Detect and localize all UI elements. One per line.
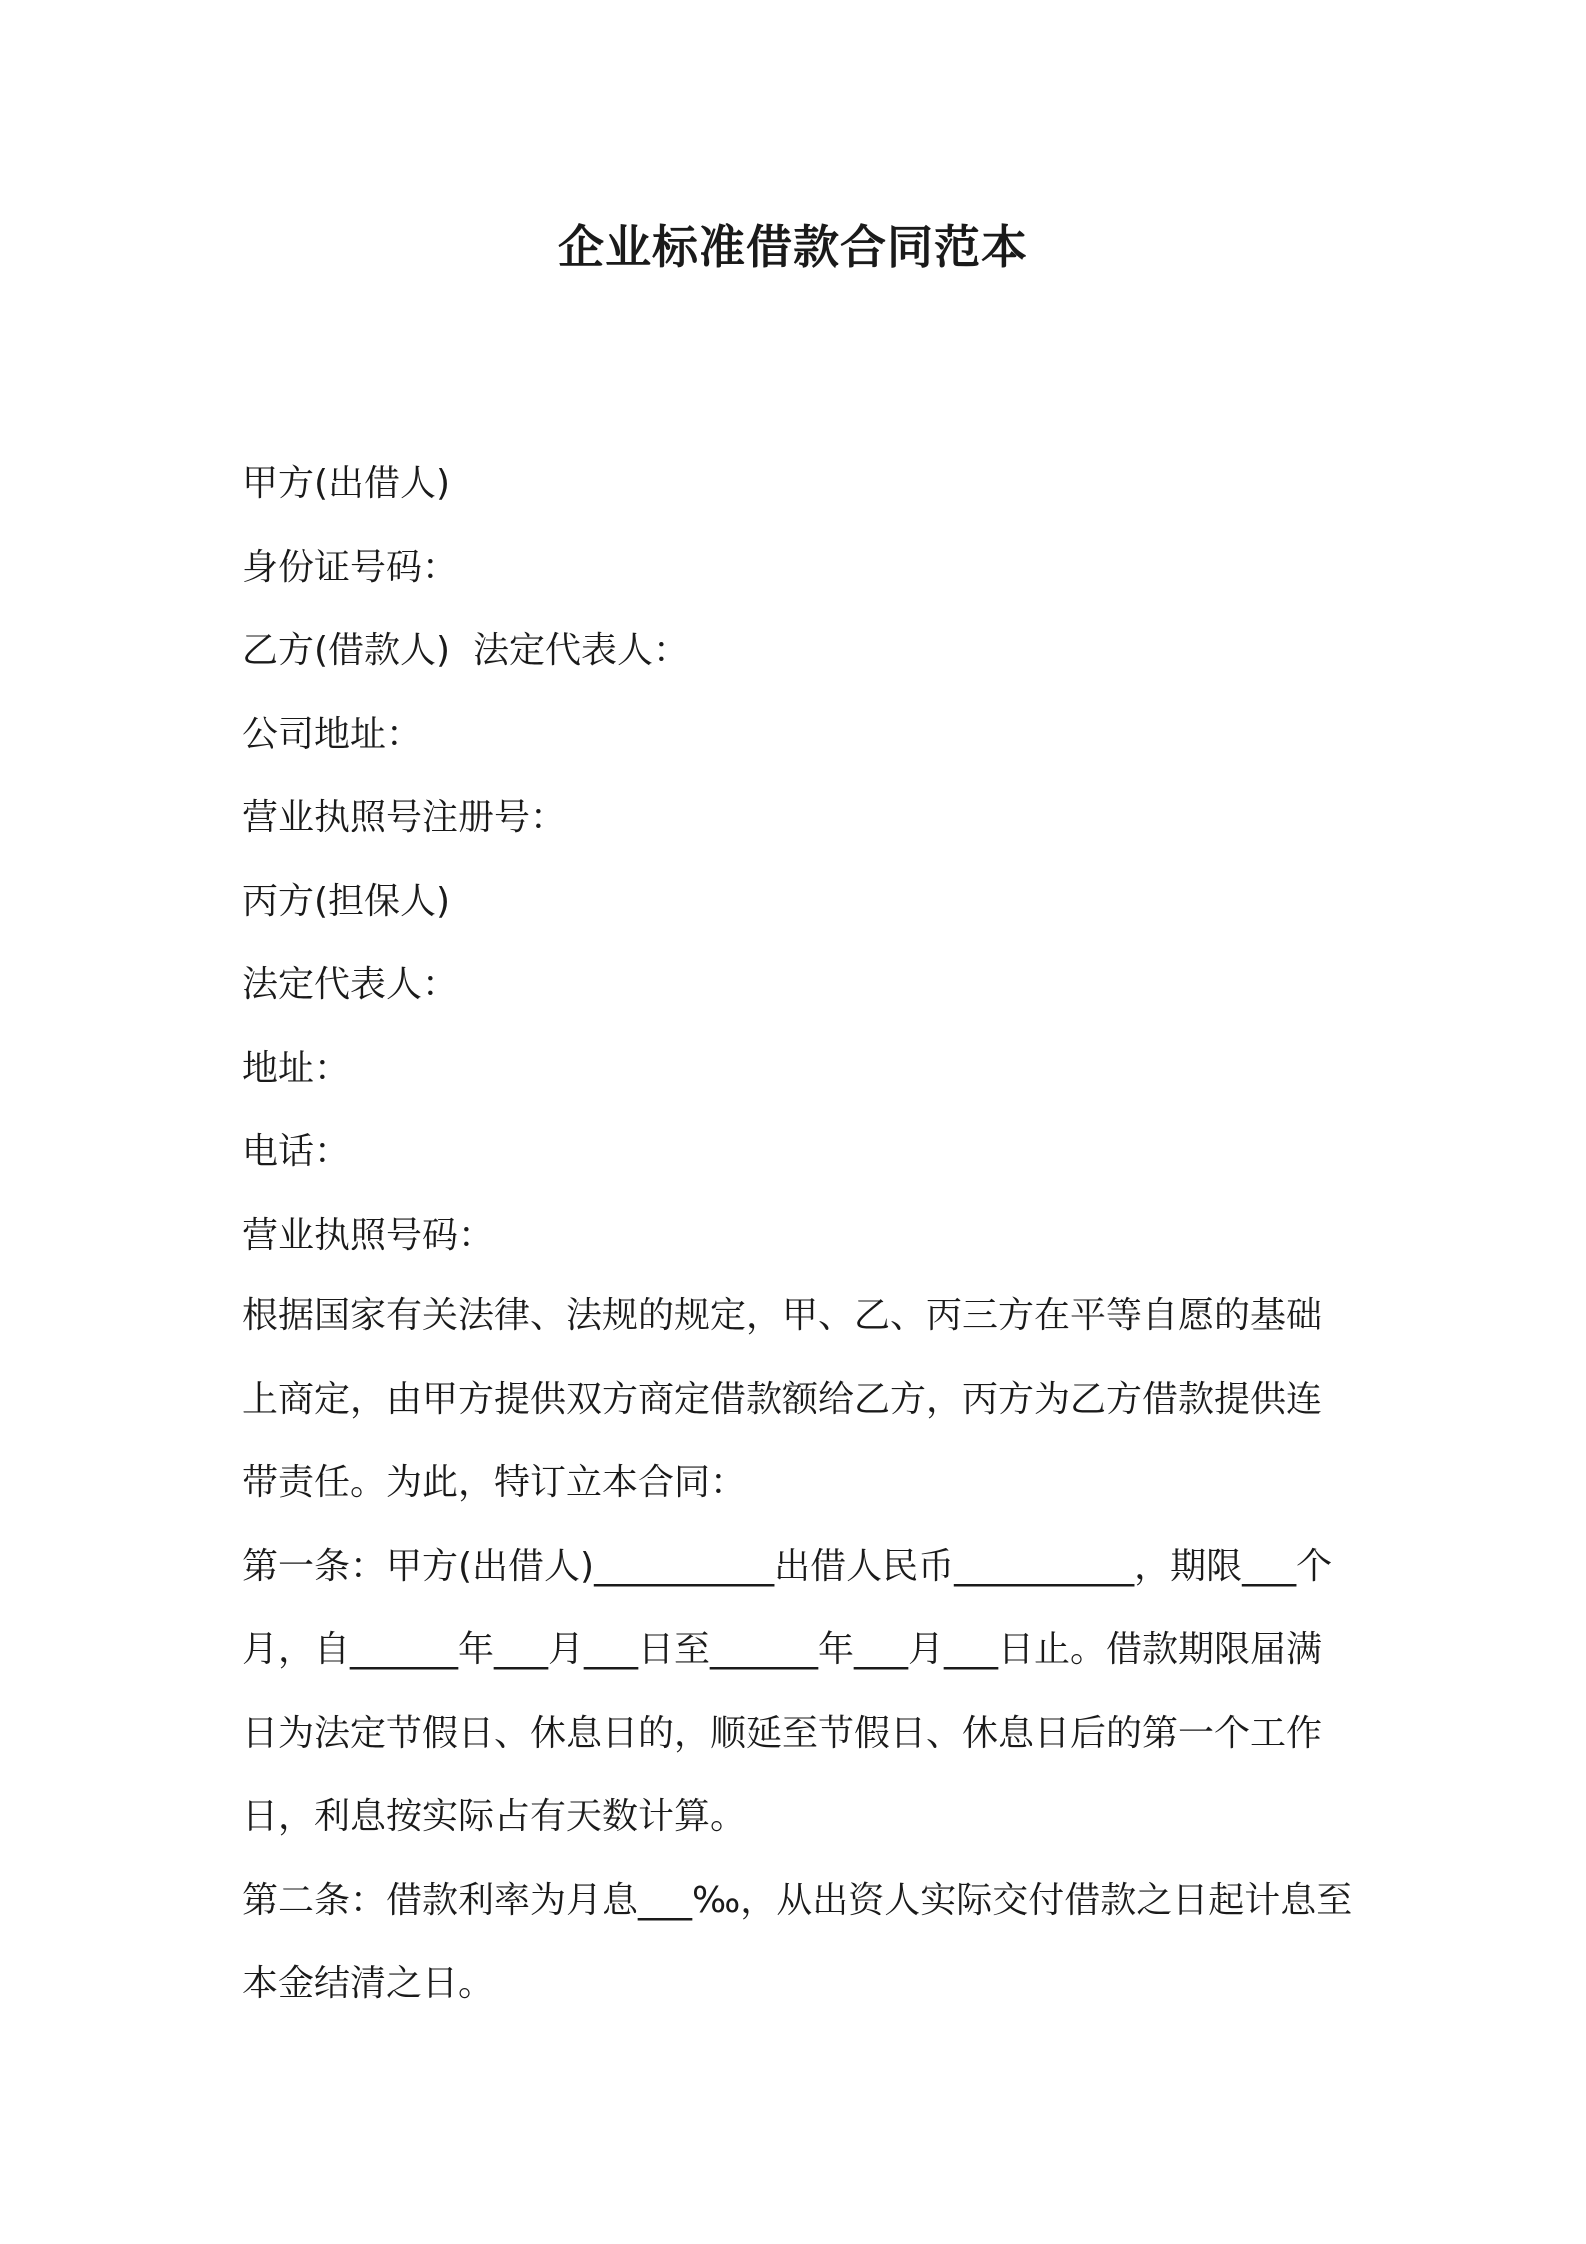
article-two-paragraph: 第二条：借款利率为月息___‰，从出资人实际交付借款之日起计息至本金结清之日。 <box>242 1879 1353 2004</box>
party-info-section <box>242 442 1352 1277</box>
contract-body <box>242 1274 1354 2026</box>
party-a-lender-line: 甲方(出借人) <box>242 463 451 504</box>
address-line: 地址： <box>242 1047 351 1089</box>
phone-line: 电话： <box>242 1131 351 1172</box>
party-b-borrower-line: 乙方(借款人) 法定代表人： <box>242 630 689 671</box>
party-c-guarantor-line: 丙方(担保人) <box>242 880 451 922</box>
document-title: 企业标准借款合同范本 <box>558 220 1028 274</box>
id-number-line: 身份证号码： <box>242 546 459 588</box>
preamble-paragraph: 根据国家有关法律、法规的规定，甲、乙、丙三方在平等自愿的基础上商定，由甲方提供双方商定借款额给乙方，丙方为乙方借款提供连带责任。为此，特订立本合同： <box>242 1295 1323 1503</box>
article-one-paragraph: 第一条：甲方(出借人)__________出借人民币__________，期限___个月，自______年___月___日至______年___月___日止。借款期限届满日为法定节假日、休息日的，顺延至节假日、休息日后的第一个工作日，利息按实际占有天数计算。 <box>242 1545 1333 1837</box>
legal-representative-line: 法定代表人： <box>242 964 459 1005</box>
business-license-registration-line: 营业执照号注册号： <box>242 797 567 838</box>
company-address-line: 公司地址： <box>242 713 423 755</box>
business-license-number-line: 营业执照号码： <box>242 1214 495 1256</box>
